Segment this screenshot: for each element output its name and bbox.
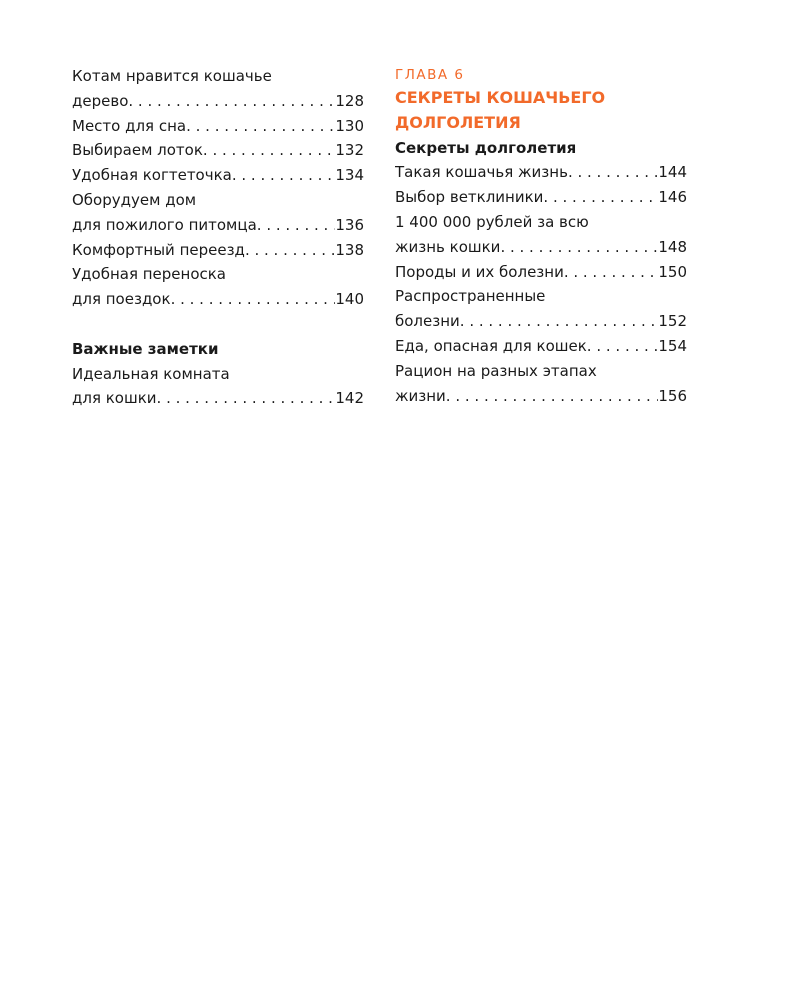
toc-entry (395, 160, 687, 185)
toc-items-section2 (72, 362, 364, 412)
dot-leader (203, 138, 335, 163)
toc-entry-title: болезни (395, 312, 460, 331)
toc-entry (395, 309, 687, 334)
page-number: 138 (335, 240, 364, 259)
toc-entry-title: Идеальная комната (72, 364, 230, 383)
toc-entry-title: Такая кошачья жизнь (395, 163, 568, 182)
toc-entry-title: дерево (72, 91, 129, 110)
toc-entry-line (72, 262, 364, 287)
section-gap (72, 312, 364, 337)
toc-right-column (395, 64, 687, 408)
toc-entry (72, 89, 364, 114)
toc-entry (395, 260, 687, 285)
toc-entry (72, 287, 364, 312)
toc-entry-title: Комфортный переезд (72, 240, 245, 259)
toc-entry-title: для кошки (72, 389, 157, 408)
toc-entry-line (395, 284, 687, 309)
dot-leader (500, 235, 658, 260)
page-number: 134 (335, 166, 364, 185)
toc-entry-line (72, 188, 364, 213)
dot-leader (186, 114, 335, 139)
toc-left-column (72, 64, 364, 411)
toc-entry (395, 334, 687, 359)
section-heading: Секреты долголетия (395, 138, 577, 157)
page-number: 142 (335, 389, 364, 408)
toc-entry (72, 163, 364, 188)
toc-entry-line (72, 362, 364, 387)
dot-leader (564, 260, 659, 285)
toc-entry-title: для поездок (72, 290, 171, 309)
toc-items-left (72, 64, 364, 312)
dot-leader (257, 213, 336, 238)
chapter-title (395, 86, 687, 136)
toc-entry-title: Котам нравится кошачье (72, 67, 272, 85)
toc-entry-title: Выбор ветклиники (395, 188, 544, 207)
chapter-title-line: СЕКРЕТЫ КОШАЧЬЕГО (395, 88, 606, 107)
toc-entry-title: Удобная когтеточка (72, 166, 232, 185)
toc-entry-title: 1 400 000 рублей за всю (395, 212, 589, 231)
dot-leader (587, 334, 659, 359)
toc-entry (395, 185, 687, 210)
page-number: 128 (335, 91, 364, 110)
toc-entry (395, 384, 687, 409)
toc-items-right (395, 160, 687, 408)
toc-entry-line (72, 64, 364, 89)
toc-entry-line (395, 359, 687, 384)
toc-entry (72, 213, 364, 238)
section-heading: Важные заметки (72, 339, 219, 358)
dot-leader (245, 238, 335, 263)
toc-entry-title: Породы и их болезни (395, 262, 564, 281)
dot-leader (446, 384, 659, 409)
dot-leader (157, 386, 336, 411)
toc-entry-title: Место для сна (72, 116, 187, 135)
toc-entry-title: Выбираем лоток (72, 141, 203, 160)
page-number: 140 (335, 290, 364, 309)
page-number: 144 (658, 163, 687, 182)
dot-leader (568, 160, 658, 185)
toc-entry-title: Рацион на разных этапах (395, 361, 597, 380)
dot-leader (543, 185, 658, 210)
chapter-title-line: ДОЛГОЛЕТИЯ (395, 112, 521, 132)
toc-entry-title: Оборудуем дом (72, 190, 197, 209)
page-number: 136 (335, 215, 364, 234)
toc-entry (72, 238, 364, 263)
toc-entry-title: для пожилого питомца (72, 215, 257, 234)
page-number: 130 (335, 116, 364, 135)
dot-leader (232, 163, 336, 188)
toc-entry (395, 235, 687, 260)
dot-leader (171, 287, 336, 312)
toc-entry-title: Распространенные (395, 287, 546, 306)
toc-entry-title: Удобная переноска (72, 265, 226, 284)
toc-entry-title: жизнь кошки (395, 237, 501, 256)
page-number: 156 (658, 386, 687, 405)
toc-entry-title: жизни (395, 386, 446, 405)
toc-entry (72, 114, 364, 139)
toc-entry-line (395, 210, 687, 235)
dot-leader (460, 309, 659, 334)
dot-leader (128, 89, 335, 114)
page-number: 148 (658, 237, 687, 256)
toc-entry (72, 386, 364, 411)
toc-entry (72, 138, 364, 163)
chapter-label: ГЛАВА 6 (395, 67, 465, 83)
page-number: 154 (658, 336, 687, 355)
page-number: 150 (658, 262, 687, 281)
page-number: 152 (658, 312, 687, 331)
page-number: 146 (658, 188, 687, 207)
page-number: 132 (335, 141, 364, 160)
toc-entry-title: Еда, опасная для кошек (395, 336, 587, 355)
